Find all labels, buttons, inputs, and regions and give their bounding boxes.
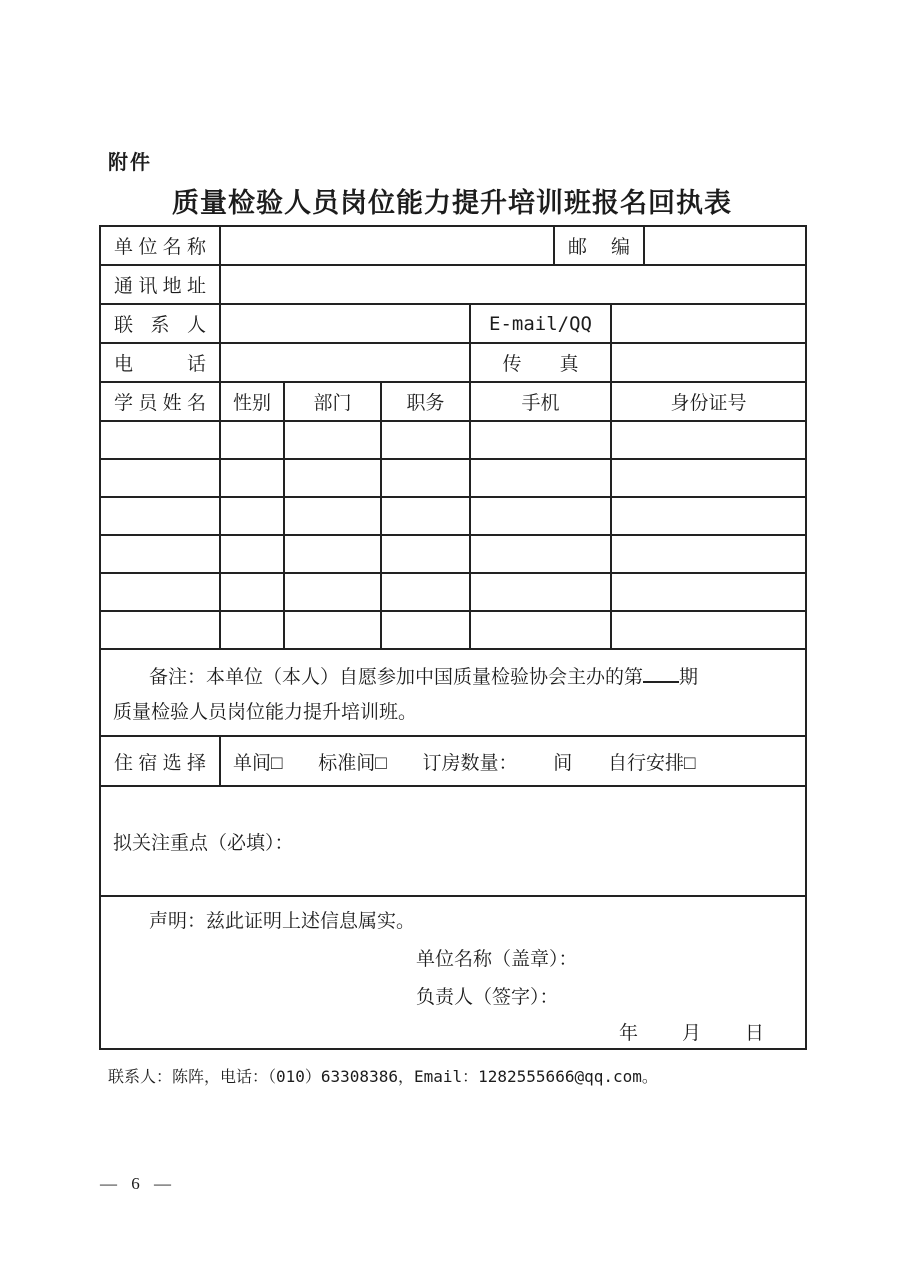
empty-cell xyxy=(100,421,220,459)
postal-code-value-cell xyxy=(644,226,806,265)
contact-row xyxy=(100,304,806,343)
mobile-header: 手机 xyxy=(470,382,611,421)
empty-cell xyxy=(611,611,806,649)
fax-label: 传 真 xyxy=(470,343,611,382)
empty-cell xyxy=(284,459,381,497)
empty-cell xyxy=(100,459,220,497)
focus-cell xyxy=(100,786,806,896)
single-room-checkbox-option: 单间□ xyxy=(233,752,283,774)
empty-cell xyxy=(284,497,381,535)
standard-room-checkbox-option: 标准间□ xyxy=(318,752,387,774)
signature-label: 负责人（签字）： xyxy=(416,986,559,1008)
gender-header: 性别 xyxy=(220,382,284,421)
empty-cell xyxy=(381,535,470,573)
empty-cell xyxy=(611,535,806,573)
self-arrange-checkbox-option: 自行安排□ xyxy=(608,752,696,774)
empty-cell xyxy=(381,611,470,649)
form-title: 质量检验人员岗位能力提升培训班报名回执表 xyxy=(172,188,732,218)
empty-cell xyxy=(611,573,806,611)
unit-name-row xyxy=(100,226,806,265)
remark-text: 本单位（本人）自愿参加中国质量检验协会主办的第 xyxy=(206,666,644,688)
empty-cell xyxy=(100,611,220,649)
empty-cell xyxy=(381,497,470,535)
empty-cell xyxy=(100,535,220,573)
empty-cell xyxy=(284,421,381,459)
remark-text-suffix: 期 xyxy=(679,666,699,688)
empty-cell xyxy=(470,611,611,649)
position-header: 职务 xyxy=(381,382,470,421)
empty-cell xyxy=(100,573,220,611)
empty-cell xyxy=(381,459,470,497)
address-row xyxy=(100,265,806,304)
empty-cell xyxy=(611,497,806,535)
postal-code-label: 邮编 xyxy=(554,226,644,265)
empty-cell xyxy=(220,421,284,459)
room-quantity-label: 订房数量： xyxy=(422,752,518,774)
room-quantity-unit-label: 间 xyxy=(553,752,573,774)
accommodation-row xyxy=(100,736,806,786)
student-row xyxy=(100,421,806,459)
footer-contact-info: 联系人：陈阵，电话：（010）63308386，Email：1282555666@qq.com。 xyxy=(108,1067,658,1086)
registration-form-table xyxy=(99,225,807,1050)
unit-name-value-cell xyxy=(220,226,554,265)
address-value-cell xyxy=(220,265,806,304)
empty-cell xyxy=(470,497,611,535)
remark-line2: 质量检验人员岗位能力提升培训班。 xyxy=(113,701,418,723)
declaration-statement: 声明：兹此证明上述信息属实。 xyxy=(149,910,416,932)
empty-cell xyxy=(470,573,611,611)
empty-cell xyxy=(284,535,381,573)
remark-cell xyxy=(100,649,806,736)
page-number: — 6 — xyxy=(100,1174,176,1193)
empty-cell xyxy=(611,421,806,459)
address-label: 通讯地址 xyxy=(100,265,220,304)
student-row xyxy=(100,535,806,573)
student-row xyxy=(100,573,806,611)
declaration-cell xyxy=(100,896,806,1049)
phone-value-cell xyxy=(220,343,470,382)
declaration-row xyxy=(100,896,806,1049)
date-label: 年 月 日 xyxy=(619,1022,767,1044)
empty-cell xyxy=(284,573,381,611)
accommodation-label: 住宿选择 xyxy=(100,736,220,786)
department-header: 部门 xyxy=(284,382,381,421)
empty-cell xyxy=(220,573,284,611)
empty-cell xyxy=(284,611,381,649)
empty-cell xyxy=(381,573,470,611)
fax-value-cell xyxy=(611,343,806,382)
empty-cell xyxy=(220,497,284,535)
student-row xyxy=(100,497,806,535)
student-name-header: 学员姓名 xyxy=(100,382,220,421)
remark-row xyxy=(100,649,806,736)
accommodation-options-cell xyxy=(220,736,806,786)
empty-cell xyxy=(470,459,611,497)
contact-person-label: 联系人 xyxy=(100,304,220,343)
unit-name-label: 单位名称 xyxy=(100,226,220,265)
student-row xyxy=(100,611,806,649)
unit-seal-label: 单位名称（盖章）： xyxy=(416,948,578,970)
empty-cell xyxy=(220,459,284,497)
student-row xyxy=(100,459,806,497)
empty-cell xyxy=(470,535,611,573)
focus-label: 拟关注重点（必填）： xyxy=(113,832,294,854)
phone-label: 电话 xyxy=(100,343,220,382)
focus-row xyxy=(100,786,806,896)
attachment-label: 附件 xyxy=(108,152,152,174)
issue-number-blank xyxy=(643,664,679,683)
empty-cell xyxy=(220,535,284,573)
phone-row xyxy=(100,343,806,382)
id-number-header: 身份证号 xyxy=(611,382,806,421)
email-qq-label: E-mail/QQ xyxy=(470,304,611,343)
empty-cell xyxy=(220,611,284,649)
empty-cell xyxy=(470,421,611,459)
empty-cell xyxy=(100,497,220,535)
contact-person-value-cell xyxy=(220,304,470,343)
empty-cell xyxy=(611,459,806,497)
remark-label: 备注： xyxy=(149,666,207,688)
email-qq-value-cell xyxy=(611,304,806,343)
student-header-row xyxy=(100,382,806,421)
remark-line1 xyxy=(113,660,793,695)
empty-cell xyxy=(381,421,470,459)
